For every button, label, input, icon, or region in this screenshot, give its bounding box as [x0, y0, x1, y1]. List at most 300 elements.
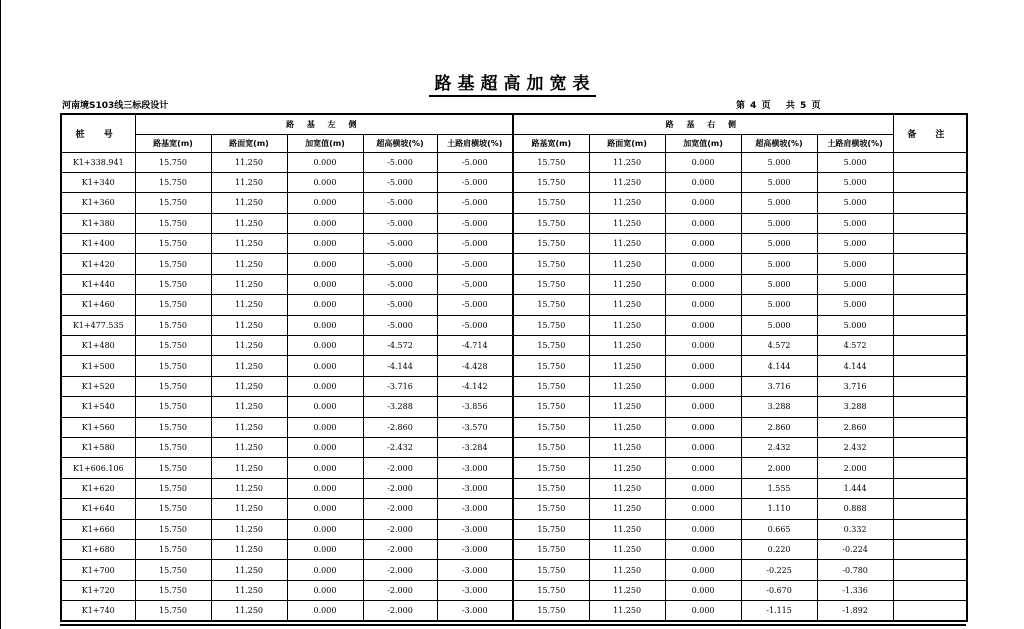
right-pavement-width-cell: 11.250	[589, 234, 665, 254]
stake-cell: K1+460	[61, 295, 135, 315]
left-subgrade-width-cell: 15.750	[135, 458, 211, 478]
left-pavement-width-cell: 11.250	[211, 254, 287, 274]
left-subgrade-width-cell: 15.750	[135, 254, 211, 274]
table-row	[61, 234, 967, 254]
left-shoulder-slope-cell: -5.000	[437, 274, 513, 294]
left-superelevation-cell: -5.000	[363, 193, 437, 213]
left-shoulder-slope-cell: -3.000	[437, 580, 513, 600]
remark-cell	[893, 601, 967, 621]
right-subgrade-width-cell: 15.750	[513, 580, 589, 600]
table-row	[61, 376, 967, 396]
left-widening-cell: 0.000	[287, 580, 363, 600]
remark-cell	[893, 539, 967, 559]
left-shoulder-slope-cell: -3.570	[437, 417, 513, 437]
left-shoulder-slope-cell: -3.000	[437, 519, 513, 539]
left-pavement-width-cell: 11.250	[211, 172, 287, 192]
right-pavement-width-cell: 11.250	[589, 519, 665, 539]
left-shoulder-slope-cell: -3.000	[437, 478, 513, 498]
left-pavement-width-cell: 11.250	[211, 437, 287, 457]
left-pavement-width-cell: 11.250	[211, 580, 287, 600]
left-shoulder-slope-cell: -5.000	[437, 172, 513, 192]
right-subgrade-width-cell: 15.750	[513, 295, 589, 315]
left-subgrade-width-cell: 15.750	[135, 478, 211, 498]
left-widening-cell: 0.000	[287, 234, 363, 254]
remark-cell	[893, 172, 967, 192]
right-superelevation-cell: -1.115	[741, 601, 817, 621]
remark-cell	[893, 458, 967, 478]
right-subgrade-width-cell: 15.750	[513, 397, 589, 417]
right-superelevation-cell: 5.000	[741, 213, 817, 233]
right-subgrade-width-cell: 15.750	[513, 376, 589, 396]
left-shoulder-slope-cell: -3.000	[437, 539, 513, 559]
left-superelevation-cell: -4.144	[363, 356, 437, 376]
remark-cell	[893, 274, 967, 294]
left-shoulder-slope-cell: -3.000	[437, 458, 513, 478]
right-subgrade-width-cell: 15.750	[513, 539, 589, 559]
stake-cell: K1+680	[61, 539, 135, 559]
right-side-header: 路 基 右 侧	[513, 114, 893, 134]
right-pavement-width-cell: 11.250	[589, 213, 665, 233]
left-superelevation-cell: -2.000	[363, 458, 437, 478]
right-widening-cell: 0.000	[665, 254, 741, 274]
table-row	[61, 417, 967, 437]
table-row	[61, 336, 967, 356]
right-subgrade-width-cell: 15.750	[513, 458, 589, 478]
left-shoulder-slope-cell: -5.000	[437, 295, 513, 315]
left-subgrade-width-cell: 15.750	[135, 234, 211, 254]
left-subgrade-width-cell: 15.750	[135, 601, 211, 621]
right-superelevation-cell: 3.288	[741, 397, 817, 417]
right-superelevation-cell: 1.110	[741, 499, 817, 519]
right-pavement-width-header: 路面宽(m)	[589, 134, 665, 152]
left-pavement-width-cell: 11.250	[211, 417, 287, 437]
table-row	[61, 580, 967, 600]
document-title-text: 路基超高加宽表	[429, 74, 596, 97]
right-shoulder-slope-cell: 2.000	[817, 458, 893, 478]
left-widening-header: 加宽值(m)	[287, 134, 363, 152]
stake-cell: K1+580	[61, 437, 135, 457]
right-superelevation-cell: 3.716	[741, 376, 817, 396]
left-pavement-width-cell: 11.250	[211, 519, 287, 539]
right-widening-cell: 0.000	[665, 437, 741, 457]
stake-cell: K1+400	[61, 234, 135, 254]
left-pavement-width-cell: 11.250	[211, 213, 287, 233]
left-subgrade-width-cell: 15.750	[135, 499, 211, 519]
right-subgrade-width-cell: 15.750	[513, 478, 589, 498]
left-superelevation-cell: -5.000	[363, 254, 437, 274]
left-subgrade-width-cell: 15.750	[135, 356, 211, 376]
right-shoulder-slope-cell: 5.000	[817, 274, 893, 294]
table-bottom-border	[60, 624, 966, 626]
right-shoulder-slope-cell: 1.444	[817, 478, 893, 498]
document-title	[0, 74, 1024, 97]
right-subgrade-width-cell: 15.750	[513, 254, 589, 274]
left-subgrade-width-cell: 15.750	[135, 580, 211, 600]
left-shoulder-slope-cell: -5.000	[437, 234, 513, 254]
right-superelevation-cell: 5.000	[741, 172, 817, 192]
right-widening-cell: 0.000	[665, 193, 741, 213]
stake-cell: K1+720	[61, 580, 135, 600]
table-row	[61, 295, 967, 315]
right-superelevation-cell: 2.860	[741, 417, 817, 437]
table-row	[61, 315, 967, 335]
right-pavement-width-cell: 11.250	[589, 254, 665, 274]
right-subgrade-width-cell: 15.750	[513, 213, 589, 233]
right-pavement-width-cell: 11.250	[589, 499, 665, 519]
left-subgrade-width-cell: 15.750	[135, 539, 211, 559]
left-pavement-width-cell: 11.250	[211, 193, 287, 213]
right-subgrade-width-cell: 15.750	[513, 356, 589, 376]
left-widening-cell: 0.000	[287, 213, 363, 233]
right-subgrade-width-cell: 15.750	[513, 193, 589, 213]
table-row	[61, 539, 967, 559]
left-shoulder-slope-cell: -4.714	[437, 336, 513, 356]
left-subgrade-width-cell: 15.750	[135, 172, 211, 192]
table-row	[61, 152, 967, 172]
right-superelevation-cell: 5.000	[741, 234, 817, 254]
left-pavement-width-cell: 11.250	[211, 539, 287, 559]
left-superelevation-cell: -2.860	[363, 417, 437, 437]
right-widening-cell: 0.000	[665, 213, 741, 233]
stake-cell: K1+440	[61, 274, 135, 294]
left-superelevation-cell: -2.000	[363, 499, 437, 519]
right-superelevation-cell: -0.670	[741, 580, 817, 600]
right-superelevation-cell: 4.572	[741, 336, 817, 356]
left-shoulder-slope-cell: -5.000	[437, 254, 513, 274]
right-superelevation-cell: 2.000	[741, 458, 817, 478]
left-widening-cell: 0.000	[287, 152, 363, 172]
left-widening-cell: 0.000	[287, 437, 363, 457]
right-subgrade-width-cell: 15.750	[513, 152, 589, 172]
left-subgrade-width-cell: 15.750	[135, 397, 211, 417]
left-shoulder-slope-cell: -3.856	[437, 397, 513, 417]
right-subgrade-width-cell: 15.750	[513, 519, 589, 539]
right-shoulder-slope-cell: 0.332	[817, 519, 893, 539]
left-superelevation-cell: -5.000	[363, 152, 437, 172]
left-pavement-width-cell: 11.250	[211, 152, 287, 172]
right-pavement-width-cell: 11.250	[589, 315, 665, 335]
left-widening-cell: 0.000	[287, 172, 363, 192]
left-pavement-width-cell: 11.250	[211, 458, 287, 478]
remark-cell	[893, 356, 967, 376]
left-pavement-width-cell: 11.250	[211, 336, 287, 356]
right-shoulder-slope-cell: -1.892	[817, 601, 893, 621]
left-pavement-width-cell: 11.250	[211, 356, 287, 376]
remark-cell	[893, 234, 967, 254]
table-row	[61, 172, 967, 192]
remark-cell	[893, 499, 967, 519]
remark-cell	[893, 417, 967, 437]
stake-cell: K1+560	[61, 417, 135, 437]
left-shoulder-slope-cell: -5.000	[437, 315, 513, 335]
left-pavement-width-cell: 11.250	[211, 601, 287, 621]
left-widening-cell: 0.000	[287, 397, 363, 417]
stake-header: 桩 号	[61, 114, 135, 152]
right-pavement-width-cell: 11.250	[589, 560, 665, 580]
left-shoulder-slope-header: 土路肩横坡(%)	[437, 134, 513, 152]
left-widening-cell: 0.000	[287, 295, 363, 315]
left-widening-cell: 0.000	[287, 417, 363, 437]
stake-cell: K1+500	[61, 356, 135, 376]
table-row	[61, 519, 967, 539]
right-widening-cell: 0.000	[665, 274, 741, 294]
right-shoulder-slope-cell: 5.000	[817, 213, 893, 233]
left-subgrade-width-cell: 15.750	[135, 295, 211, 315]
right-shoulder-slope-cell: 5.000	[817, 234, 893, 254]
right-superelevation-cell: 5.000	[741, 152, 817, 172]
stake-cell: K1+340	[61, 172, 135, 192]
left-widening-cell: 0.000	[287, 336, 363, 356]
right-pavement-width-cell: 11.250	[589, 417, 665, 437]
right-superelevation-cell: 2.432	[741, 437, 817, 457]
stake-cell: K1+380	[61, 213, 135, 233]
stake-cell: K1+360	[61, 193, 135, 213]
right-widening-cell: 0.000	[665, 519, 741, 539]
left-superelevation-cell: -5.000	[363, 213, 437, 233]
remark-cell	[893, 254, 967, 274]
left-subgrade-width-cell: 15.750	[135, 417, 211, 437]
remark-cell	[893, 376, 967, 396]
right-subgrade-width-cell: 15.750	[513, 274, 589, 294]
left-subgrade-width-cell: 15.750	[135, 213, 211, 233]
right-shoulder-slope-cell: 5.000	[817, 315, 893, 335]
right-shoulder-slope-cell: 3.716	[817, 376, 893, 396]
right-superelevation-cell: 5.000	[741, 274, 817, 294]
right-widening-header: 加宽值(m)	[665, 134, 741, 152]
right-widening-cell: 0.000	[665, 152, 741, 172]
table-row	[61, 478, 967, 498]
right-widening-cell: 0.000	[665, 539, 741, 559]
stake-cell: K1+740	[61, 601, 135, 621]
remark-cell	[893, 519, 967, 539]
left-pavement-width-cell: 11.250	[211, 234, 287, 254]
right-superelevation-cell: -0.225	[741, 560, 817, 580]
stake-cell: K1+660	[61, 519, 135, 539]
right-superelevation-cell: 4.144	[741, 356, 817, 376]
right-pavement-width-cell: 11.250	[589, 539, 665, 559]
right-widening-cell: 0.000	[665, 580, 741, 600]
left-pavement-width-cell: 11.250	[211, 560, 287, 580]
table-row	[61, 274, 967, 294]
left-superelevation-cell: -5.000	[363, 172, 437, 192]
right-widening-cell: 0.000	[665, 478, 741, 498]
left-pavement-width-cell: 11.250	[211, 295, 287, 315]
right-shoulder-slope-header: 土路肩横坡(%)	[817, 134, 893, 152]
table-body	[61, 152, 967, 621]
stake-cell: K1+338.941	[61, 152, 135, 172]
remark-cell	[893, 295, 967, 315]
right-shoulder-slope-cell: 0.888	[817, 499, 893, 519]
right-widening-cell: 0.000	[665, 356, 741, 376]
left-shoulder-slope-cell: -5.000	[437, 152, 513, 172]
right-subgrade-width-cell: 15.750	[513, 234, 589, 254]
right-shoulder-slope-cell: 5.000	[817, 172, 893, 192]
left-widening-cell: 0.000	[287, 376, 363, 396]
left-pavement-width-cell: 11.250	[211, 499, 287, 519]
left-widening-cell: 0.000	[287, 560, 363, 580]
right-widening-cell: 0.000	[665, 376, 741, 396]
left-subgrade-width-cell: 15.750	[135, 519, 211, 539]
stake-cell: K1+540	[61, 397, 135, 417]
table-row	[61, 356, 967, 376]
remark-cell	[893, 152, 967, 172]
stake-cell: K1+480	[61, 336, 135, 356]
table-row	[61, 601, 967, 621]
left-subgrade-width-cell: 15.750	[135, 274, 211, 294]
stake-cell: K1+620	[61, 478, 135, 498]
stake-cell: K1+606.106	[61, 458, 135, 478]
right-widening-cell: 0.000	[665, 397, 741, 417]
right-widening-cell: 0.000	[665, 336, 741, 356]
right-superelevation-cell: 5.000	[741, 254, 817, 274]
left-superelevation-cell: -5.000	[363, 295, 437, 315]
right-shoulder-slope-cell: 5.000	[817, 193, 893, 213]
left-superelevation-cell: -2.000	[363, 601, 437, 621]
right-pavement-width-cell: 11.250	[589, 274, 665, 294]
left-superelevation-cell: -2.000	[363, 539, 437, 559]
table-row	[61, 458, 967, 478]
right-pavement-width-cell: 11.250	[589, 356, 665, 376]
right-widening-cell: 0.000	[665, 417, 741, 437]
table-row	[61, 213, 967, 233]
right-widening-cell: 0.000	[665, 172, 741, 192]
right-pavement-width-cell: 11.250	[589, 376, 665, 396]
right-shoulder-slope-cell: 2.432	[817, 437, 893, 457]
left-subgrade-width-header: 路基宽(m)	[135, 134, 211, 152]
right-pavement-width-cell: 11.250	[589, 152, 665, 172]
left-superelevation-cell: -3.716	[363, 376, 437, 396]
left-superelevation-header: 超高横坡(%)	[363, 134, 437, 152]
remark-cell	[893, 478, 967, 498]
left-widening-cell: 0.000	[287, 478, 363, 498]
table-row	[61, 437, 967, 457]
remark-cell	[893, 560, 967, 580]
right-subgrade-width-cell: 15.750	[513, 315, 589, 335]
left-widening-cell: 0.000	[287, 274, 363, 294]
right-pavement-width-cell: 11.250	[589, 172, 665, 192]
stake-cell: K1+640	[61, 499, 135, 519]
right-subgrade-width-cell: 15.750	[513, 336, 589, 356]
right-superelevation-cell: 1.555	[741, 478, 817, 498]
remark-cell	[893, 397, 967, 417]
right-widening-cell: 0.000	[665, 315, 741, 335]
left-superelevation-cell: -2.000	[363, 478, 437, 498]
right-subgrade-width-cell: 15.750	[513, 560, 589, 580]
right-widening-cell: 0.000	[665, 295, 741, 315]
left-superelevation-cell: -5.000	[363, 274, 437, 294]
left-widening-cell: 0.000	[287, 519, 363, 539]
right-superelevation-cell: 5.000	[741, 295, 817, 315]
remark-cell	[893, 193, 967, 213]
right-shoulder-slope-cell: -0.780	[817, 560, 893, 580]
right-subgrade-width-cell: 15.750	[513, 417, 589, 437]
left-widening-cell: 0.000	[287, 193, 363, 213]
left-subgrade-width-cell: 15.750	[135, 376, 211, 396]
left-widening-cell: 0.000	[287, 499, 363, 519]
right-widening-cell: 0.000	[665, 601, 741, 621]
left-widening-cell: 0.000	[287, 539, 363, 559]
project-name: 河南境S103线三标段设计	[62, 101, 169, 111]
right-shoulder-slope-cell: 5.000	[817, 152, 893, 172]
right-pavement-width-cell: 11.250	[589, 580, 665, 600]
left-superelevation-cell: -2.000	[363, 519, 437, 539]
remark-cell	[893, 315, 967, 335]
right-superelevation-cell: 0.665	[741, 519, 817, 539]
left-shoulder-slope-cell: -3.284	[437, 437, 513, 457]
right-pavement-width-cell: 11.250	[589, 336, 665, 356]
page-number-info: 第 4 页 共 5 页	[736, 101, 821, 111]
left-shoulder-slope-cell: -3.000	[437, 560, 513, 580]
table-row	[61, 560, 967, 580]
left-shoulder-slope-cell: -4.428	[437, 356, 513, 376]
remark-cell	[893, 437, 967, 457]
right-superelevation-header: 超高横坡(%)	[741, 134, 817, 152]
left-widening-cell: 0.000	[287, 356, 363, 376]
left-superelevation-cell: -5.000	[363, 234, 437, 254]
left-pavement-width-cell: 11.250	[211, 315, 287, 335]
right-shoulder-slope-cell: 5.000	[817, 295, 893, 315]
right-subgrade-width-header: 路基宽(m)	[513, 134, 589, 152]
left-superelevation-cell: -2.000	[363, 560, 437, 580]
right-pavement-width-cell: 11.250	[589, 601, 665, 621]
table-row	[61, 397, 967, 417]
right-superelevation-cell: 0.220	[741, 539, 817, 559]
left-pavement-width-cell: 11.250	[211, 376, 287, 396]
left-subgrade-width-cell: 15.750	[135, 193, 211, 213]
stake-cell: K1+520	[61, 376, 135, 396]
right-shoulder-slope-cell: 5.000	[817, 254, 893, 274]
right-shoulder-slope-cell: -0.224	[817, 539, 893, 559]
right-widening-cell: 0.000	[665, 560, 741, 580]
right-widening-cell: 0.000	[665, 499, 741, 519]
right-pavement-width-cell: 11.250	[589, 458, 665, 478]
stake-cell: K1+700	[61, 560, 135, 580]
left-superelevation-cell: -5.000	[363, 315, 437, 335]
header-row-groups	[61, 114, 967, 134]
stake-cell: K1+420	[61, 254, 135, 274]
right-shoulder-slope-cell: 4.572	[817, 336, 893, 356]
left-shoulder-slope-cell: -5.000	[437, 213, 513, 233]
right-widening-cell: 0.000	[665, 234, 741, 254]
left-shoulder-slope-cell: -5.000	[437, 193, 513, 213]
right-pavement-width-cell: 11.250	[589, 478, 665, 498]
right-pavement-width-cell: 11.250	[589, 295, 665, 315]
right-subgrade-width-cell: 15.750	[513, 499, 589, 519]
remark-header: 备 注	[893, 114, 967, 152]
left-pavement-width-cell: 11.250	[211, 397, 287, 417]
table-row	[61, 254, 967, 274]
right-subgrade-width-cell: 15.750	[513, 437, 589, 457]
right-pavement-width-cell: 11.250	[589, 193, 665, 213]
right-shoulder-slope-cell: 3.288	[817, 397, 893, 417]
left-pavement-width-header: 路面宽(m)	[211, 134, 287, 152]
right-shoulder-slope-cell: 2.860	[817, 417, 893, 437]
superelevation-widening-table	[60, 113, 968, 622]
left-widening-cell: 0.000	[287, 254, 363, 274]
left-widening-cell: 0.000	[287, 458, 363, 478]
left-shoulder-slope-cell: -4.142	[437, 376, 513, 396]
remark-cell	[893, 336, 967, 356]
remark-cell	[893, 213, 967, 233]
right-superelevation-cell: 5.000	[741, 193, 817, 213]
left-superelevation-cell: -4.572	[363, 336, 437, 356]
remark-cell	[893, 580, 967, 600]
right-subgrade-width-cell: 15.750	[513, 601, 589, 621]
right-widening-cell: 0.000	[665, 458, 741, 478]
left-superelevation-cell: -2.432	[363, 437, 437, 457]
left-superelevation-cell: -2.000	[363, 580, 437, 600]
table-row	[61, 499, 967, 519]
